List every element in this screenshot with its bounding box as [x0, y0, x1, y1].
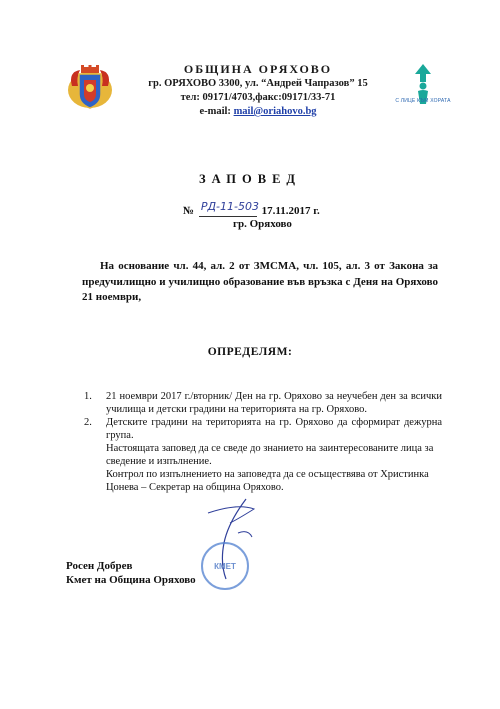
- order-items: [84, 390, 442, 494]
- phones: тел: 09171/4703,факс:09171/33-71: [180, 92, 336, 103]
- handwritten-number: РД-11-503: [199, 204, 257, 217]
- notice-paragraph: Настоящата заповед да се сведе до знанието на заинтересованите лица за сведение и изпълнение.: [106, 443, 434, 467]
- logo-slogan: С ЛИЦЕ КЪМ ХОРАТА: [395, 98, 451, 104]
- number-prefix: №: [183, 205, 195, 217]
- legal-basis: На основание чл. 44, ал. 2 от ЗМСМА, чл. 105, ал. 3 от Закона за предучилищно и училищно образование във връзка с Деня на Оряхово 21 ноември,: [82, 260, 438, 303]
- list-item: 1. 21 ноември 2017 г./вторник/ Ден на гр. Оряхово за неучебен ден за всички училища и детски градини на територията на гр. Оряхово.: [84, 391, 442, 415]
- email-label: e-mail:: [199, 106, 234, 117]
- order-heading: ОПРЕДЕЛЯМ:: [207, 346, 293, 358]
- email-line: [118, 105, 398, 119]
- signatory-name: Росен Добрев: [66, 560, 133, 572]
- person-logo-icon: [392, 60, 454, 112]
- address: гр. ОРЯХОВО 3300, ул. “Андрей Чапразов” 15: [148, 78, 368, 89]
- letterhead: [118, 62, 398, 119]
- order-number-line: [183, 200, 320, 217]
- email-link[interactable]: mail@oriahovo.bg: [233, 106, 317, 117]
- municipality-name: ОБЩИНА ОРЯХОВО: [183, 62, 333, 76]
- list-item: 2. Детските градини на територията на гр. Оряхово да сформират дежурна група.: [84, 417, 442, 441]
- official-stamp: КМЕТ: [201, 542, 249, 590]
- order-city: гр. Оряхово: [233, 218, 292, 230]
- document-title: ЗАПОВЕД: [198, 172, 302, 186]
- order-date: 17.11.2017 г.: [261, 205, 320, 217]
- signatory-title: Кмет на Община Оряхово: [66, 574, 196, 586]
- control-paragraph: Контрол по изпълнението на заповедта да се осъществява от Христинка Цонева – Секретар на община Оряхово.: [106, 469, 429, 493]
- municipal-coat-of-arms-icon: [66, 64, 114, 110]
